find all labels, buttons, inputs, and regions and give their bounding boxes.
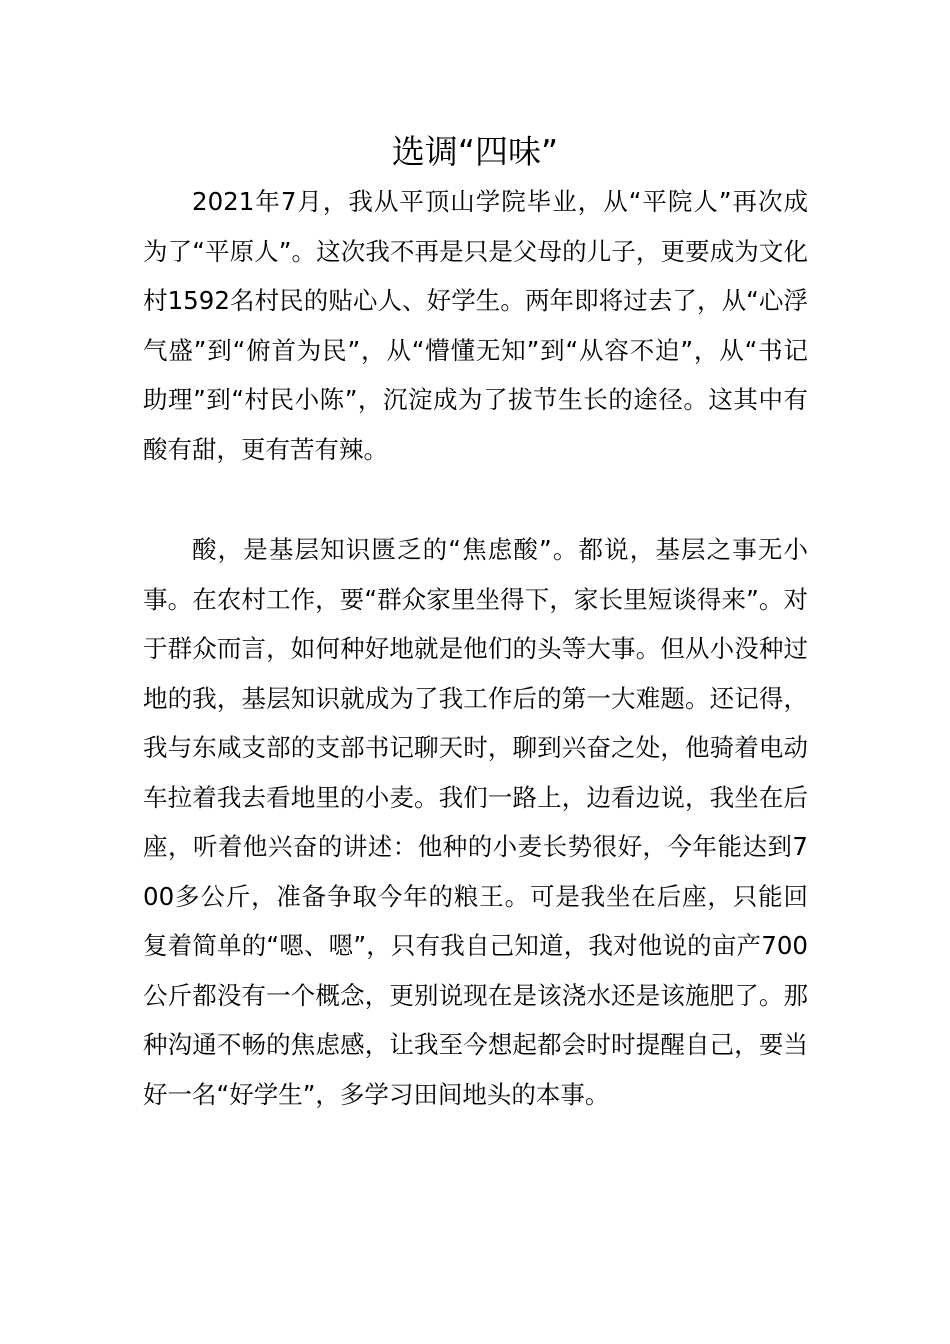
- document-title: 选调“四味”: [391, 132, 559, 171]
- paragraph-intro: 2021年7月，我从平顶山学院毕业，从“平院人”再次成为了“平原人”。这次我不再是只是父母的儿子，更要成为文化村1592名村民的贴心人、好学生。两年即将过去了，从“心浮气盛”到“俯首为民”，从“懵懂无知”到“从容不迫”，从“书记助理”到“村民小陈”，沉淀成为了拔节生长的途径。这其中有酸有甜，更有苦有辣。: [143, 187, 808, 464]
- paragraph-sour: 酸，是基层知识匮乏的“焦虑酸”。都说，基层之事无小事。在农村工作，要“群众家里坐得下，家长里短谈得来”。对于群众而言，如何种好地就是他们的头等大事。但从小没种过地的我，基层知识就成为了我工作后的第一大难题。还记得，我与东咸支部的支部书记聊天时，聊到兴奋之处，他骑着电动车拉着我去看地里的小麦。我们一路上，边看边说，我坐在后座，听着他兴奋的讲述：他种的小麦长势很好，今年能达到700多公斤，准备争取今年的粮王。可是我坐在后座，只能回复着简单的“嗯、嗯”，只有我自己知道，我对他说的亩产700公斤都没有一个概念，更别说现在是该浇水还是该施肥了。那种沟通不畅的焦虑感，让我至今想起都会时时提醒自己，要当好一名“好学生”，多学习田间地头的本事。: [143, 535, 808, 1109]
